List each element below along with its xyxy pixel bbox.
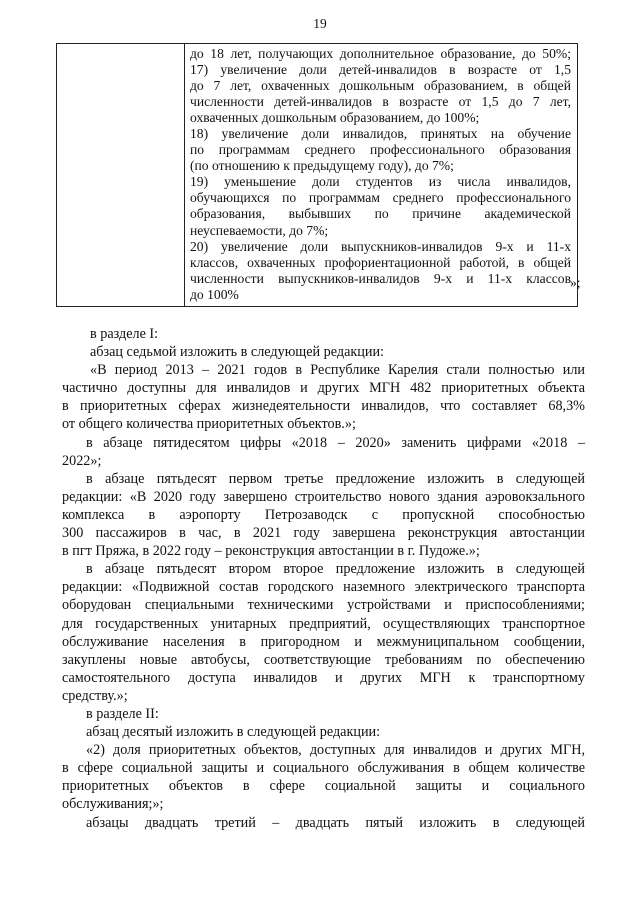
body-line: редакции: «В 2020 году завершено строительство нового здания аэровокзального — [62, 488, 585, 505]
table-line: обучающихся по программам среднего профессионального — [190, 190, 571, 206]
table-line: (по отношению к предыдущему году), до 7%; — [190, 158, 454, 174]
table-line: до 18 лет, получающих дополнительное образование, до 50%; — [190, 46, 571, 61]
table-line: численности выпускников-инвалидов 9-х и 11-х классов — [190, 270, 571, 286]
table-right-cell — [185, 44, 577, 306]
body-line: для государственных унитарных предприятий, осуществляющих транспортное — [62, 615, 585, 632]
body-line: обслуживания;»; — [62, 796, 164, 813]
table-left-cell — [57, 44, 185, 306]
body-line: «В период 2013 – 2021 годов в Республике Карелия стали полностью или — [90, 362, 585, 379]
body-line: в сфере социальной защиты и социального обслуживания в общем количестве — [62, 760, 585, 777]
body-line: в абзаце пятидесятом цифры «2018 – 2020» заменить цифрами «2018 – — [86, 434, 585, 451]
closing-quote: »; — [570, 275, 581, 290]
body-line: в приоритетных сферах жизнедеятельности инвалидов, что составляет 68,3% — [62, 398, 585, 415]
table-line: до 100% — [190, 286, 239, 302]
body-line: самостоятельного доступа инвалидов и других МГН к транспортному — [62, 669, 585, 686]
body-line: редакции: «Подвижной состав городского наземного электрического транспорта — [62, 579, 585, 596]
table-line: 18) увеличение доли инвалидов, принятых на обучение — [190, 126, 571, 142]
table-line: образования, выбывших по причине академической — [190, 206, 571, 222]
body-line: средству.»; — [62, 687, 128, 704]
table-line: по программам среднего профессионального образования — [190, 142, 571, 158]
table — [56, 43, 578, 307]
body-line: частично доступны для инвалидов и других МГН 482 приоритетных объекта — [62, 380, 585, 397]
page-number: 19 — [313, 16, 327, 31]
body-line: «2) доля приоритетных объектов, доступных для инвалидов и других МГН, — [86, 742, 585, 759]
body-line: абзацы двадцать третий – двадцать пятый изложить в следующей — [86, 814, 585, 831]
body-line: приоритетных объектов в сфере социальной защиты и социального — [62, 778, 585, 795]
document-body — [62, 325, 585, 832]
body-line: в абзаце пятьдесят первом третье предложение изложить в следующей — [86, 470, 585, 487]
table-line: 20) увеличение доли выпускников-инвалидов 9-х и 11-х — [190, 238, 571, 254]
body-line: 300 пассажиров в час, в 2021 году завершена реконструкция автостанции — [62, 525, 585, 542]
table-line: охваченных дошкольным образованием, до 100%; — [190, 110, 480, 126]
body-line: 2022»; — [62, 452, 102, 469]
body-line: в разделе II: — [86, 705, 159, 722]
body-line: обслуживание населения в пригородном и межмуниципальном сообщении, — [62, 633, 585, 650]
table-line: численности детей-инвалидов в возрасте от 1,5 до 7 лет, — [190, 94, 571, 110]
table-line: до 7 лет, охваченных дошкольным образованием, в общей — [190, 78, 571, 94]
body-line: от общего количества приоритетных объектов.»; — [62, 416, 356, 433]
body-line: абзац десятый изложить в следующей редакции: — [86, 724, 381, 741]
table-line: классов, охваченных профориентационной работой, в общей — [190, 254, 571, 270]
body-line: в абзаце пятьдесят втором второе предложение изложить в следующей — [86, 561, 585, 578]
body-line: в разделе I: — [90, 326, 159, 342]
body-line: в пгт Пряжа, в 2022 году – реконструкция автостанции в г. Пудоже.»; — [62, 543, 480, 560]
table-line: 19) уменьшение доли студентов из числа инвалидов, — [190, 174, 571, 190]
body-line: комплекса в аэропорту Петрозаводск с пропускной способностью — [62, 506, 585, 523]
body-line: закуплены новые автобусы, соответствующие требованиям по обеспечению — [62, 651, 585, 668]
table-line: 17) увеличение доли детей-инвалидов в возрасте от 1,5 — [190, 62, 571, 78]
body-line: оборудован специальными техническими устройствами и приспособлениями; — [62, 597, 585, 614]
table-line: неуспеваемости, до 7%; — [190, 222, 329, 238]
body-line: абзац седьмой изложить в следующей редакции: — [90, 344, 385, 361]
